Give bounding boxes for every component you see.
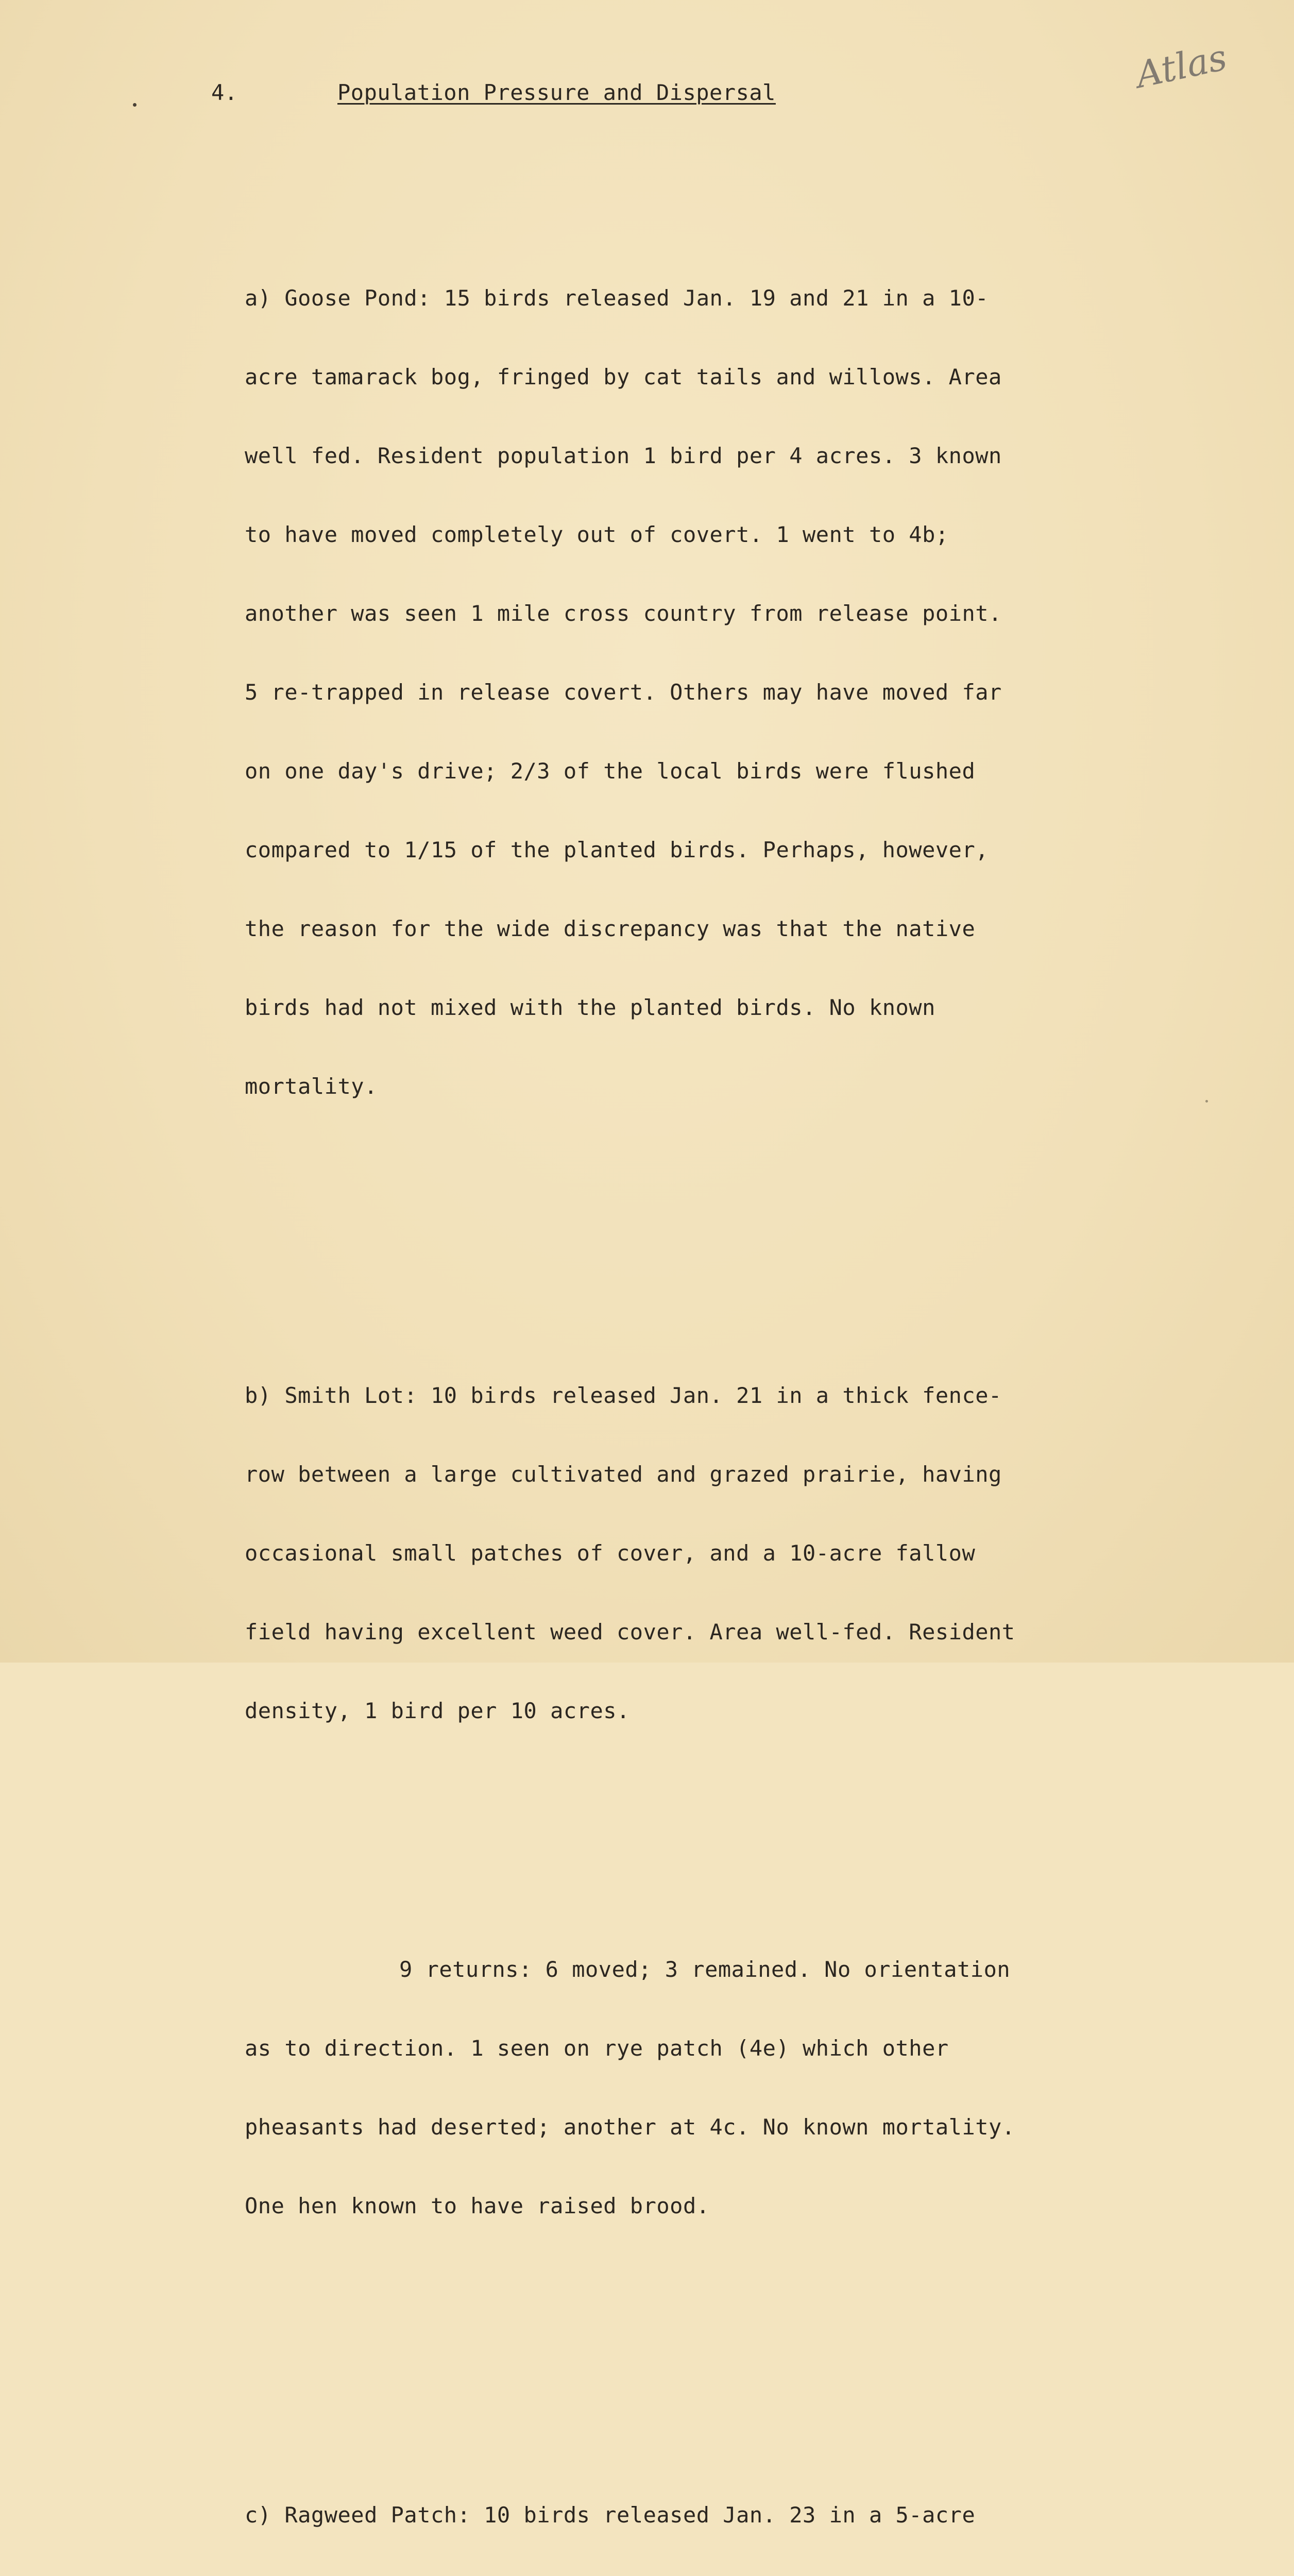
text-line: c) Ragweed Patch: 10 birds released Jan. 23 in a 5-acre <box>245 2502 976 2528</box>
text-line: acre tamarack bog, fringed by cat tails and willows. Area <box>245 364 1002 389</box>
paragraph-gap <box>245 2322 1213 2348</box>
section-b <box>245 1330 1213 1776</box>
section-a <box>245 232 1213 1152</box>
page-title: Population Pressure and Dispersal <box>337 80 776 105</box>
section-b-followup <box>245 1904 1213 2272</box>
text-line: b) Smith Lot: 10 birds released Jan. 21 in a thick fence- <box>245 1383 1002 1408</box>
text-line: compared to 1/15 of the planted birds. Perhaps, however, <box>245 837 989 862</box>
text-line: One hen known to have raised brood. <box>245 2193 710 2218</box>
text-line: another was seen 1 mile cross country from release point. <box>245 601 1002 626</box>
text-line: density, 1 bird per 10 acres. <box>245 1698 630 1723</box>
text-line: row between a large cultivated and grazed prairie, having <box>245 1462 1002 1487</box>
text-line <box>245 1956 1213 1982</box>
text-line: 5 re-trapped in release covert. Others may have moved far <box>245 680 1002 705</box>
indented-text: 9 returns: 6 moved; 3 remained. No orientation <box>399 1957 1011 1982</box>
text-line: pheasants had deserted; another at 4c. No known mortality. <box>245 2114 1015 2140</box>
document-body <box>245 131 1213 2576</box>
text-line: a) Goose Pond: 15 birds released Jan. 19 and 21 in a 10- <box>245 285 989 311</box>
text-line: occasional small patches of cover, and a 10-acre fallow <box>245 1540 976 1566</box>
ink-speck <box>133 103 137 107</box>
paragraph-gap <box>245 1202 1213 1229</box>
text-line: as to direction. 1 seen on rye patch (4e) which other <box>245 2036 949 2061</box>
text-line: mortality. <box>245 1074 378 1099</box>
paragraph-gap <box>245 1827 1213 1853</box>
text-line: to have moved completely out of covert. 1 went to 4b; <box>245 522 949 547</box>
text-line: well fed. Resident population 1 bird per 4 acres. 3 known <box>245 443 1002 468</box>
page-number: 4. <box>211 80 238 105</box>
text-line: birds had not mixed with the planted birds. No known <box>245 995 935 1020</box>
section-c <box>245 2449 1213 2576</box>
text-line: the reason for the wide discrepancy was that the native <box>245 916 976 941</box>
text-line: on one day's drive; 2/3 of the local birds were flushed <box>245 758 976 784</box>
handwritten-annotation: Atlas <box>1132 36 1231 96</box>
text-line: field having excellent weed cover. Area well-fed. Resident <box>245 1619 1015 1645</box>
